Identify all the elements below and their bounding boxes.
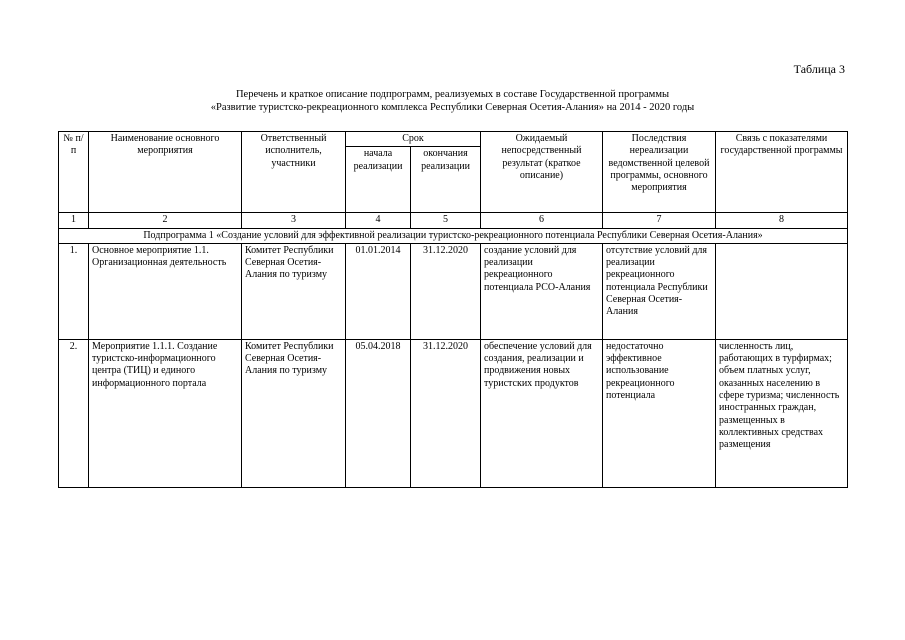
column-number: 7 [603,213,716,228]
title-line-2: «Развитие туристско-рекреационного комплекса Республики Северная Осетия-Алания» на 2014 - 2020 годы [210,102,695,113]
row-expected: обеспечение условий для создания, реализации и продвижения новых туристских продуктов [481,339,603,487]
row-link: численность лиц, работающих в турфирмах; объем платных услуг, оказанных населению в сфере туризма; численность иностранных граждан, размещенных в коллективных средствах размещения [716,339,848,487]
row-num: 2. [59,339,89,487]
header-name: Наименование основного мероприятия [89,132,242,213]
header-term-end: окончания реализации [411,147,481,213]
header-expected: Ожидаемый непосредственный результат (краткое описание) [481,132,603,213]
row-start-date: 05.04.2018 [346,339,411,487]
row-consequences: отсутствие условий для реализации рекреационного потенциала Республики Северная Осетия-Алания [603,243,716,339]
subprogram-title: Подпрограмма 1 «Создание условий для эффективной реализации туристско-рекреационного потенциала Республики Северная Осетия-Алания» [59,228,848,243]
header-consequences: Последствия нереализации ведомственной целевой программы, основного мероприятия [603,132,716,213]
row-end-date: 31.12.2020 [411,339,481,487]
row-consequences: недостаточно эффективное использование рекреационного потенциала [603,339,716,487]
column-number-row [59,213,848,228]
column-number: 5 [411,213,481,228]
column-number: 6 [481,213,603,228]
title-line-1: Перечень и краткое описание подпрограмм, реализуемых в составе Государственной программы [235,89,670,100]
header-link: Связь с показателями государственной программы [716,132,848,213]
row-expected: создание условий для реализации рекреационного потенциала РСО-Алания [481,243,603,339]
header-term: Срок [346,132,481,147]
row-name: Мероприятие 1.1.1. Создание туристско-информационного центра (ТИЦ) и единого информационного портала [89,339,242,487]
row-name: Основное мероприятие 1.1. Организационная деятельность [89,243,242,339]
table-number-label: Таблица 3 [793,62,845,76]
header-executor: Ответственный исполнитель, участники [242,132,346,213]
document-title [60,88,845,114]
header-term-start: начала реализации [346,147,411,213]
row-link [716,243,848,339]
row-executor: Комитет Республики Северная Осетия-Алания по туризму [242,243,346,339]
column-number: 2 [89,213,242,228]
column-number: 3 [242,213,346,228]
row-end-date: 31.12.2020 [411,243,481,339]
subprogram-table [58,131,848,488]
table-row [59,243,848,339]
column-number: 8 [716,213,848,228]
row-num: 1. [59,243,89,339]
column-number: 1 [59,213,89,228]
header-num: № п/п [59,132,89,213]
row-executor: Комитет Республики Северная Осетия-Алания по туризму [242,339,346,487]
row-start-date: 01.01.2014 [346,243,411,339]
column-number: 4 [346,213,411,228]
table-row [59,339,848,487]
subprogram-row [59,228,848,243]
